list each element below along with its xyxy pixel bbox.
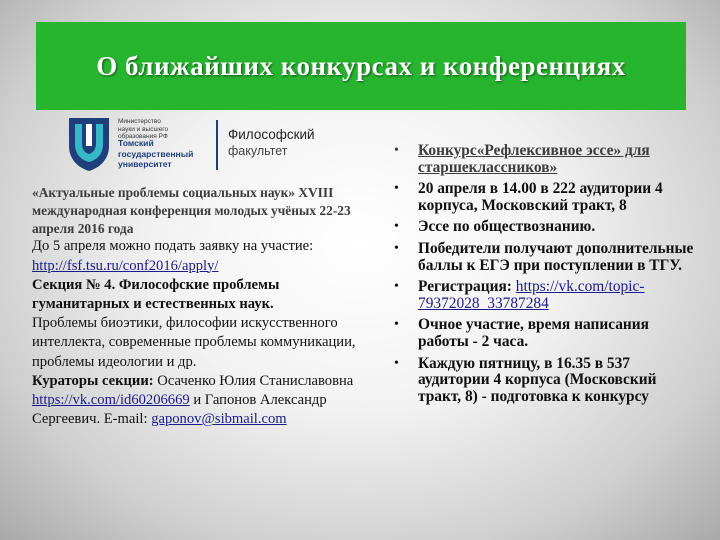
section-description: Проблемы биоэтики, философии искусственного интеллекта, современные проблемы коммуникации, проблемы идеологии и др. bbox=[32, 315, 356, 370]
logo-university-name: Томский государственный университет bbox=[118, 138, 194, 169]
logo-divider bbox=[216, 120, 218, 170]
tsu-shield-icon bbox=[66, 116, 112, 172]
section-title: Секция № 4. Философские проблемы гуманитарных и естественных наук. bbox=[32, 276, 280, 312]
conference-title: «Актуальные проблемы социальных наук» XVIII международная конференция молодых учёных 22-23 апреля 2016 года bbox=[32, 185, 351, 236]
curator-email-link[interactable]: gaponov@sibmail.com bbox=[151, 411, 287, 428]
title-banner bbox=[36, 22, 686, 110]
curators-paragraph: Кураторы секции: Осаченко Юлия Станиславовна https://vk.com/id60206669 и Гапонов Александр Сергеевич. E-mail: gaponov@sibmail.com bbox=[32, 372, 354, 428]
apply-link[interactable]: http://fsf.tsu.ru/conf2016/apply/ bbox=[32, 257, 219, 274]
logo-ministry-text: Министерство науки и высшего образования РФ bbox=[118, 118, 169, 140]
tsu-logo bbox=[66, 116, 366, 176]
list-item: • Победители получают дополнительные баллы к ЕГЭ при поступлении в ТГУ. bbox=[394, 239, 694, 274]
list-item: • Эссе по обществознанию. bbox=[394, 218, 596, 236]
registration-link[interactable]: https://vk.com/topic-79372028_33787284 bbox=[418, 278, 645, 312]
list-item: • 20 апреля в 14.00 в 222 аудитории 4 корпуса, Московский тракт, 8 bbox=[394, 180, 663, 214]
essay-contest-list bbox=[392, 143, 702, 410]
list-item: • Очное участие, время написания работы - 2 часа. bbox=[394, 316, 649, 350]
logo-faculty: Философский факультет bbox=[228, 127, 315, 158]
list-item: • Регистрация: https://vk.com/topic-79372028_33787284 bbox=[394, 278, 645, 312]
deadline-paragraph: До 5 апреля можно подать заявку на участие: http://fsf.tsu.ru/conf2016/apply/ bbox=[32, 238, 314, 274]
curator-vk-link[interactable]: https://vk.com/id60206669 bbox=[32, 392, 190, 409]
list-item: • Конкурс«Рефлексивное эссе» для старшеклассников» bbox=[394, 142, 650, 176]
page-title: О ближайших конкурсах и конференциях bbox=[96, 50, 626, 81]
conference-info bbox=[32, 184, 378, 429]
list-item: • Каждую пятницу, в 16.35 в 537 аудитории 4 корпуса (Московский тракт, 8) - подготовка к конкурсу bbox=[394, 354, 657, 405]
